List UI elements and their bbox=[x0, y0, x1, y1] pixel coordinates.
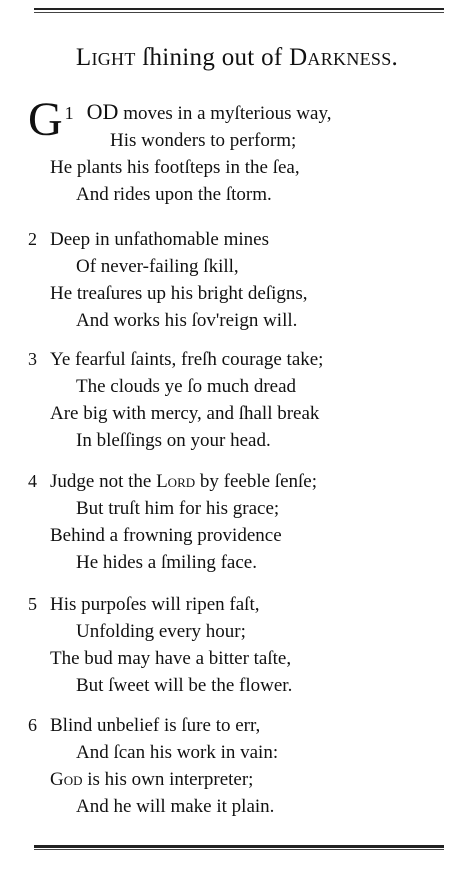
lord-word: Lord bbox=[156, 471, 196, 492]
stanza-line: But truſt him for his grace; bbox=[76, 498, 280, 519]
stanza-line: He hides a ſmiling face. bbox=[76, 552, 257, 573]
title-word-darkness: Darkness. bbox=[289, 44, 399, 71]
drop-cap: G bbox=[28, 93, 63, 146]
stanza-line: And ſcan his work in vain: bbox=[76, 742, 279, 763]
stanza-3 bbox=[28, 346, 448, 454]
stanza-2 bbox=[28, 226, 448, 334]
stanza-line: And he will make it plain. bbox=[76, 796, 275, 817]
title-word-light: Light bbox=[75, 44, 136, 71]
line-text: moves in a myſterious way, bbox=[118, 103, 332, 124]
stanza-line: The clouds ye ſo much dread bbox=[76, 376, 297, 397]
stanza-line bbox=[28, 226, 448, 253]
poem-title bbox=[0, 44, 474, 72]
line-text: Judge not the bbox=[50, 471, 157, 492]
stanza-line: But ſweet will be the flower. bbox=[76, 675, 293, 696]
stanza-number: 4 bbox=[28, 471, 37, 491]
stanza-line: His wonders to perform; bbox=[110, 130, 297, 151]
stanza-6 bbox=[28, 712, 448, 820]
stanza-line: He treaſures up his bright deſigns, bbox=[50, 283, 308, 304]
stanza-line: Are big with mercy, and ſhall break bbox=[50, 403, 320, 424]
stanza-line: Of never-failing ſkill, bbox=[76, 256, 239, 277]
stanza-line: In bleſſings on your head. bbox=[76, 430, 271, 451]
stanza-number: 2 bbox=[28, 229, 37, 249]
stanza-5 bbox=[28, 591, 448, 699]
first-word-rest: OD bbox=[86, 99, 119, 124]
stanza-line bbox=[28, 591, 448, 618]
bottom-rule bbox=[34, 845, 444, 848]
line-text: by feeble ſenſe; bbox=[195, 471, 317, 492]
stanza-line bbox=[28, 712, 448, 739]
stanza-line: And rides upon the ſtorm. bbox=[76, 184, 272, 205]
top-rule bbox=[34, 8, 444, 10]
stanza-line: Unfolding every hour; bbox=[76, 621, 246, 642]
stanza-4 bbox=[28, 468, 448, 576]
title-middle: ſhining out of bbox=[135, 44, 290, 71]
stanza-line: And works his ſov'reign will. bbox=[76, 310, 298, 331]
god-word: God bbox=[50, 769, 83, 790]
line-text: His purpoſes will ripen faſt, bbox=[50, 594, 260, 615]
line-text: is his own interpreter; bbox=[82, 769, 254, 790]
stanza-line: Behind a frowning providence bbox=[50, 525, 282, 546]
stanza-1 bbox=[28, 93, 448, 208]
stanza-line bbox=[28, 766, 448, 793]
stanza-number: 5 bbox=[28, 594, 37, 614]
stanza-line bbox=[28, 346, 448, 373]
stanza-number: 1 bbox=[64, 103, 74, 123]
line-text: Blind unbelief is ſure to err, bbox=[50, 715, 261, 736]
line-text: Deep in unfathomable mines bbox=[50, 229, 269, 250]
stanza-line: He plants his footſteps in the ſea, bbox=[50, 157, 300, 178]
stanza-line: The bud may have a bitter taſte, bbox=[50, 648, 292, 669]
line-text: Ye fearful ſaints, freſh courage take; bbox=[50, 349, 324, 370]
stanza-line bbox=[28, 468, 448, 495]
stanza-number: 6 bbox=[28, 715, 37, 735]
stanza-number: 3 bbox=[28, 349, 37, 369]
